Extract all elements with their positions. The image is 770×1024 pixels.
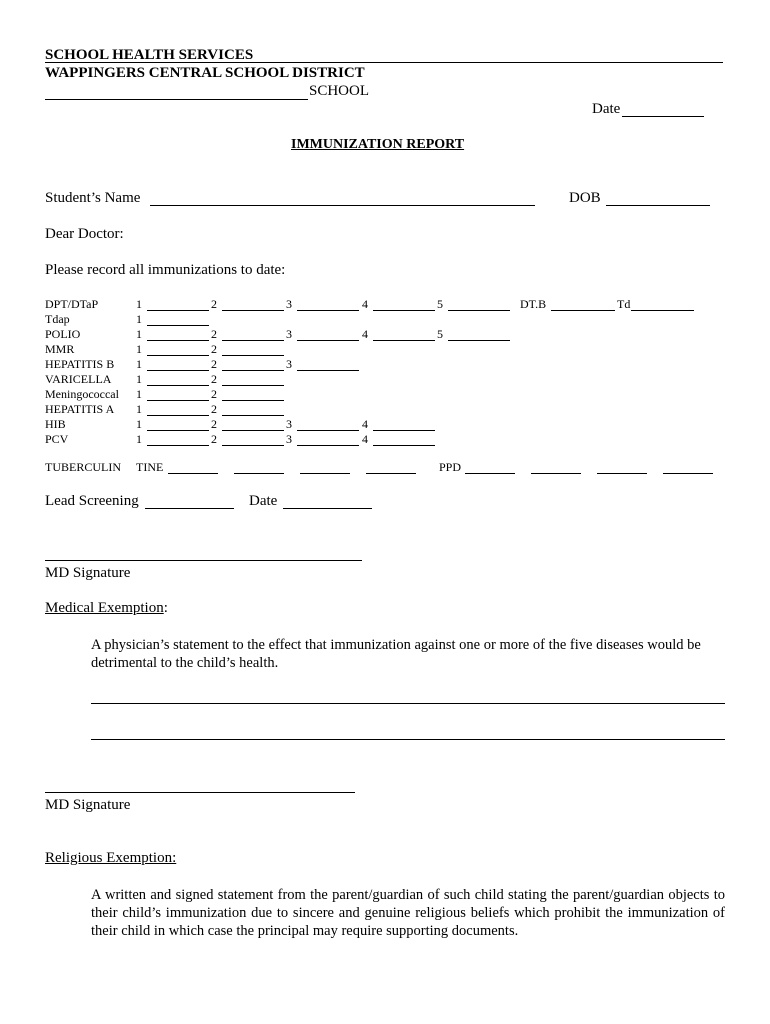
lead-date-label: Date — [249, 493, 278, 509]
dose-number: 1 — [136, 372, 142, 386]
dose-date-field[interactable] — [373, 340, 435, 341]
dose-number: 5 — [437, 297, 443, 311]
dose-date-field[interactable] — [147, 355, 209, 356]
dose-date-field[interactable] — [222, 385, 284, 386]
immunization-row — [45, 297, 725, 312]
tine-field-3[interactable] — [300, 473, 350, 474]
immunization-row — [45, 402, 725, 417]
dose-number: 4 — [362, 417, 368, 431]
student-name-label: Student’s Name — [45, 190, 141, 206]
dose-number: 1 — [136, 297, 142, 311]
vaccine-name: HIB — [45, 417, 66, 431]
dose-date-field[interactable] — [297, 340, 359, 341]
dose-date-field[interactable] — [448, 310, 510, 311]
dose-date-field[interactable] — [147, 325, 209, 326]
page-title: IMMUNIZATION REPORT — [291, 137, 465, 152]
dose-number: 3 — [286, 297, 292, 311]
ppd-field-2[interactable] — [531, 473, 581, 474]
medical-exemption-title: Medical Exemption — [45, 600, 164, 616]
dose-number: 1 — [136, 402, 142, 416]
dose-number: 3 — [286, 432, 292, 446]
dose-number: 4 — [362, 327, 368, 341]
md-signature-line-2[interactable] — [45, 792, 355, 793]
immunization-row — [45, 342, 725, 357]
dose-date-field[interactable] — [297, 430, 359, 431]
md-signature-line-1[interactable] — [45, 560, 362, 561]
dose-number: 1 — [136, 417, 142, 431]
md-signature-label-2: MD Signature — [45, 797, 131, 813]
immunization-row — [45, 417, 725, 432]
dose-date-field[interactable] — [147, 400, 209, 401]
tuberculin-label: TUBERCULIN — [45, 460, 121, 474]
dose-date-field[interactable] — [222, 370, 284, 371]
dose-number: 2 — [211, 387, 217, 401]
dose-date-field[interactable] — [222, 415, 284, 416]
dose-date-field[interactable] — [373, 445, 435, 446]
vaccine-name: HEPATITIS B — [45, 357, 115, 371]
dose-date-field[interactable] — [222, 340, 284, 341]
vaccine-name: MMR — [45, 342, 75, 356]
extra-dose-field[interactable] — [631, 310, 694, 311]
dose-date-field[interactable] — [373, 430, 435, 431]
immunization-row — [45, 357, 725, 372]
dose-date-field[interactable] — [147, 430, 209, 431]
school-label: SCHOOL — [309, 83, 370, 99]
dose-date-field[interactable] — [222, 445, 284, 446]
vaccine-name: Meningococcal — [45, 387, 119, 401]
dose-date-field[interactable] — [448, 340, 510, 341]
immunization-row — [45, 432, 725, 447]
dose-date-field[interactable] — [297, 310, 359, 311]
lead-date-field[interactable] — [283, 508, 372, 509]
vaccine-name: VARICELLA — [45, 372, 112, 386]
medical-exemption-heading — [45, 600, 168, 617]
vaccine-name: POLIO — [45, 327, 81, 341]
dose-number: 1 — [136, 342, 142, 356]
dose-number: 4 — [362, 297, 368, 311]
dose-number: 2 — [211, 342, 217, 356]
dose-number: 3 — [286, 417, 292, 431]
vaccine-name: Tdap — [45, 312, 70, 326]
dose-number: 2 — [211, 402, 217, 416]
ppd-field-1[interactable] — [465, 473, 515, 474]
dose-number: 2 — [211, 432, 217, 446]
vaccine-name: DPT/DTaP — [45, 297, 99, 311]
dose-date-field[interactable] — [147, 310, 209, 311]
religious-exemption-text: A written and signed statement from the parent/guardian of such child stating the parent/guardian objects to their child’s immunization due to sincere and genuine religious beliefs which prohibit the immunization of their child in which case the principal may require supporting documents. — [91, 887, 725, 939]
dose-date-field[interactable] — [147, 385, 209, 386]
tine-label: TINE — [136, 460, 164, 474]
dose-date-field[interactable] — [297, 445, 359, 446]
dose-number: 2 — [211, 297, 217, 311]
dose-date-field[interactable] — [147, 445, 209, 446]
instruction: Please record all immunizations to date: — [45, 262, 286, 278]
dose-date-field[interactable] — [147, 370, 209, 371]
extra-dose-field[interactable] — [551, 310, 615, 311]
student-name-field[interactable] — [150, 205, 535, 206]
dose-number: 5 — [437, 327, 443, 341]
immunization-row — [45, 372, 725, 387]
header-rule — [45, 62, 723, 63]
ppd-label: PPD — [439, 460, 462, 474]
lead-screening-label: Lead Screening — [45, 493, 139, 509]
dose-number: 1 — [136, 357, 142, 371]
immunization-row — [45, 387, 725, 402]
dose-date-field[interactable] — [373, 310, 435, 311]
dose-number: 1 — [136, 432, 142, 446]
header-line-2: WAPPINGERS CENTRAL SCHOOL DISTRICT — [45, 65, 365, 81]
immunization-row — [45, 327, 725, 342]
dob-label: DOB — [569, 190, 601, 206]
dose-number: 3 — [286, 357, 292, 371]
dose-number: 4 — [362, 432, 368, 446]
vaccine-name: PCV — [45, 432, 69, 446]
date-label: Date — [592, 101, 621, 117]
dose-number: 2 — [211, 417, 217, 431]
school-name-field[interactable] — [45, 99, 308, 100]
greeting: Dear Doctor: — [45, 226, 124, 242]
tine-field-4[interactable] — [366, 473, 416, 474]
medical-exemption-colon: : — [163, 600, 168, 616]
dose-date-field[interactable] — [147, 415, 209, 416]
medical-exemption-line-2[interactable] — [91, 739, 725, 740]
dose-date-field[interactable] — [147, 340, 209, 341]
tine-field-1[interactable] — [168, 473, 218, 474]
immunization-row — [45, 312, 725, 327]
dob-field[interactable] — [606, 205, 710, 206]
dose-date-field[interactable] — [222, 430, 284, 431]
dose-date-field[interactable] — [222, 400, 284, 401]
dose-number: 2 — [211, 357, 217, 371]
medical-exemption-text: A physician’s statement to the effect that immunization against one or more of the five diseases would be detrimental to the child’s health. — [91, 637, 701, 671]
dose-date-field[interactable] — [297, 370, 359, 371]
tine-field-2[interactable] — [234, 473, 284, 474]
lead-screening-field[interactable] — [145, 508, 234, 509]
dose-number: 2 — [211, 372, 217, 386]
dose-number: 3 — [286, 327, 292, 341]
vaccine-name: HEPATITIS A — [45, 402, 115, 416]
dose-number: 1 — [136, 327, 142, 341]
dose-number: 2 — [211, 327, 217, 341]
religious-exemption-heading: Religious Exemption: — [45, 850, 177, 866]
extra-dose-label: Td — [617, 297, 631, 311]
date-field[interactable] — [622, 116, 704, 117]
md-signature-label-1: MD Signature — [45, 565, 131, 581]
ppd-field-3[interactable] — [597, 473, 647, 474]
ppd-field-4[interactable] — [663, 473, 713, 474]
medical-exemption-line-1[interactable] — [91, 703, 725, 704]
header-line-1: SCHOOL HEALTH SERVICES — [45, 47, 254, 63]
dose-date-field[interactable] — [222, 355, 284, 356]
extra-dose-label: DT.B — [520, 297, 547, 311]
dose-number: 1 — [136, 387, 142, 401]
dose-date-field[interactable] — [222, 310, 284, 311]
dose-number: 1 — [136, 312, 142, 326]
